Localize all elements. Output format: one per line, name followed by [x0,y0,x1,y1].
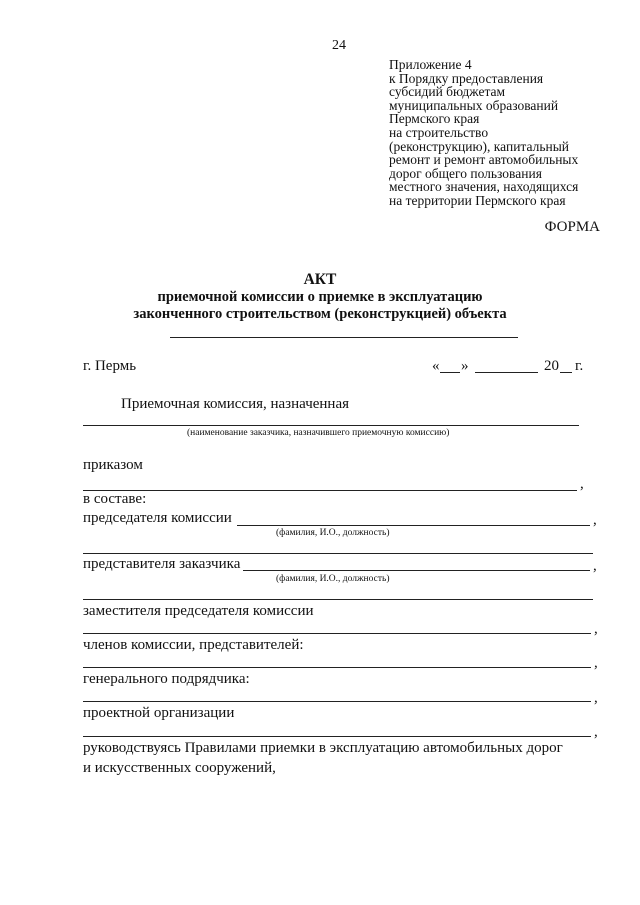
deputy-chairman-label: заместителя председателя комиссии [83,603,314,619]
chairman-field-continued[interactable] [83,553,593,554]
order-label: приказом [83,457,143,473]
general-contractor-label: генерального подрядчика: [83,671,250,687]
design-organization-label: проектной организации [83,705,235,721]
appendix-reference [389,58,629,208]
composition-label: в составе: [83,491,147,507]
general-contractor-field[interactable] [83,701,591,702]
commission-intro: Приемочная комиссия, назначенная [121,396,350,412]
customer-name-hint: (наименование заказчика, назначившего приемочную комиссию) [187,428,450,438]
title-underline [170,337,518,338]
customer-name-field[interactable] [83,425,579,426]
date-year-field[interactable] [560,372,572,373]
appendix-line: Приложение 4 [389,57,472,72]
city-label: г. Пермь [83,358,137,374]
date-year-prefix: 20 [544,358,559,374]
document-subtitle-line-1: приемочной комиссии о приемке в эксплуатацию [157,289,483,305]
rules-text-line-2: и искусственных сооружений, [83,760,276,776]
appendix-line: субсидий бюджетам [389,84,506,100]
chairman-field[interactable] [237,525,590,526]
appendix-line: дорог общего пользования [389,165,542,181]
appendix-line: к Порядку предоставления [389,70,544,86]
appendix-line: местного значения, находящихся [389,179,579,195]
form-label: ФОРМА [544,219,600,235]
rules-text-line-1: руководствуясь Правилами приемки в эксплуатацию автомобильных дорог [83,740,563,756]
customer-rep-field[interactable] [243,570,590,571]
chairman-label: председателя комиссии [83,510,232,526]
deputy-chairman-comma: , [594,621,598,637]
customer-rep-label: представителя заказчика [83,556,241,572]
date-month-field[interactable] [475,372,538,373]
members-field[interactable] [83,667,591,668]
members-comma: , [594,655,598,671]
page-number: 24 [332,38,346,53]
date-close-quote: » [461,358,469,374]
date-year-suffix: г. [575,358,584,374]
date-open-quote: « [432,358,440,374]
appendix-line: (реконструкцию), капитальный [389,138,570,154]
document-title: АКТ [303,271,337,288]
appendix-line: муниципальных образований [389,97,559,113]
appendix-line: Пермского края [389,111,480,127]
design-organization-comma: , [594,724,598,740]
deputy-chairman-field[interactable] [83,633,591,634]
order-comma: , [580,476,584,492]
order-field[interactable] [83,490,577,491]
customer-rep-hint: (фамилия, И.О., должность) [276,574,390,584]
chairman-comma: , [593,512,597,528]
general-contractor-comma: , [594,690,598,706]
appendix-line: ремонт и ремонт автомобильных [389,152,579,168]
date-day-field[interactable] [440,372,460,373]
members-label: членов комиссии, представителей: [83,637,304,653]
customer-rep-comma: , [593,558,597,574]
document-subtitle-line-2: законченного строительством (реконструкцией) объекта [133,306,507,322]
design-organization-field[interactable] [83,736,591,737]
appendix-line: на территории Пермского края [389,192,566,208]
appendix-line: на строительство [389,124,489,140]
customer-rep-field-continued[interactable] [83,599,593,600]
chairman-hint: (фамилия, И.О., должность) [276,528,390,538]
